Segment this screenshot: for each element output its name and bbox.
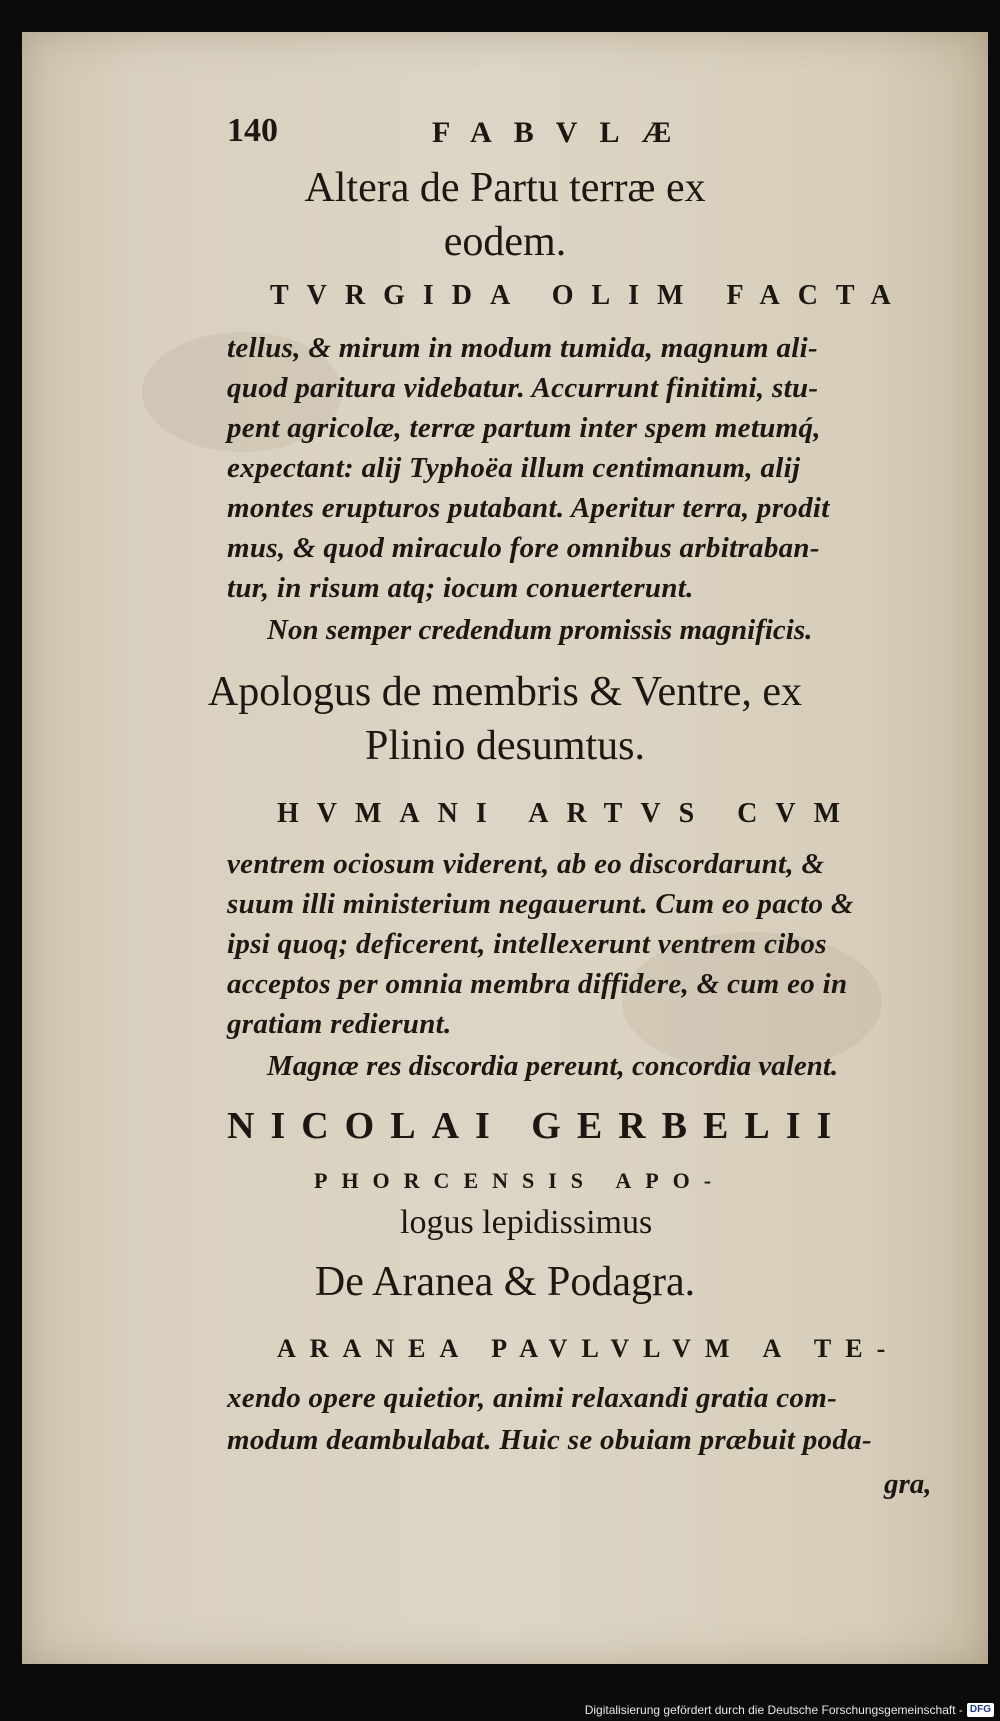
fable1-line: tellus, & mirum in modum tumida, magnum ali-: [227, 332, 818, 364]
fable2-incipit: HVMANI ARTVS CVM: [277, 798, 859, 829]
fable2-line: suum illi ministerium negauerunt. Cum eo pacto &: [227, 888, 854, 920]
page-number: 140: [227, 112, 278, 149]
fable1-line: quod paritura videbatur. Accurrunt finitimi, stu-: [227, 372, 819, 404]
fable3-line: modum deambulabat. Huic se obuiam præbuit poda-: [227, 1424, 872, 1456]
fable1-line: montes erupturos putabant. Aperitur terra, prodit: [227, 492, 830, 524]
dfg-logo: DFG: [967, 1703, 994, 1717]
catchword: gra,: [884, 1468, 932, 1500]
fable1-line: mus, & quod miraculo fore omnibus arbitraban-: [227, 532, 820, 564]
fable2-line: acceptos per omnia membra diffidere, & cum eo in: [227, 968, 848, 1000]
digitization-credit: [585, 1703, 994, 1717]
fable3-incipit: ARANEA PAVLVLVM A TE-: [277, 1334, 900, 1363]
fable2-line: ventrem ociosum viderent, ab eo discordarunt, &: [227, 848, 825, 880]
fable3-author: NICOLAI GERBELII: [227, 1105, 848, 1147]
fable2-line: gratiam redierunt.: [227, 1008, 452, 1040]
credit-text: Digitalisierung gefördert durch die Deutsche Forschungsgemeinschaft -: [584, 1703, 963, 1717]
fable3-title: De Aranea & Podagra.: [314, 1259, 696, 1305]
fable2-line: ipsi quoq; deficerent, intellexerunt ventrem cibos: [227, 928, 827, 960]
fable3-line: xendo opere quietior, animi relaxandi gratia com-: [227, 1382, 838, 1414]
fable3-author-origin: PHORCENSIS APO-: [314, 1168, 726, 1193]
fable1-line: tur, in risum atq; iocum conuerterunt.: [227, 572, 694, 604]
fable1-title-line1: Altera de Partu terræ ex: [304, 165, 706, 211]
running-title: FABVLÆ: [432, 116, 694, 149]
fable1-moral: Non semper credendum promissis magnificis.: [267, 614, 813, 646]
fable1-line: expectant: alij Typhoëa illum centimanum, alij: [227, 452, 801, 484]
fable1-title-line2: eodem.: [443, 219, 567, 265]
fable3-subtitle: logus lepidissimus: [400, 1204, 653, 1241]
fable1-line: pent agricolæ, terræ partum inter spem metumq́,: [227, 412, 821, 444]
book-page: [22, 32, 988, 1664]
fable2-title-line1: Apologus de membris & Ventre, ex: [207, 669, 803, 715]
fable2-moral: Magnæ res discordia pereunt, concordia valent.: [267, 1050, 839, 1082]
fable2-title-line2: Plinio desumtus.: [364, 723, 646, 769]
fable1-incipit: TVRGIDA OLIM FACTA: [270, 280, 909, 311]
